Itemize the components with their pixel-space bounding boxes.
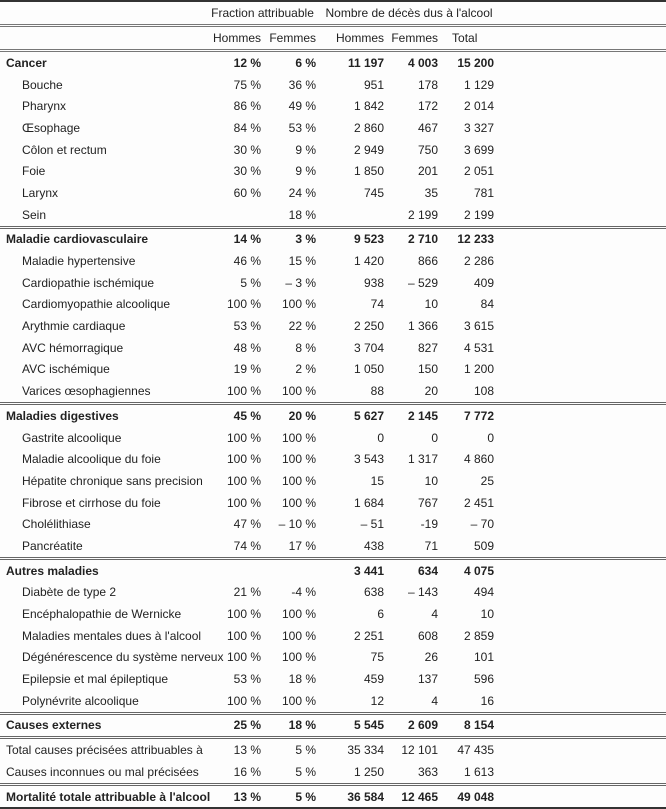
table-row [0, 160, 666, 182]
cell-deaths-total: 4 075 [442, 558, 498, 581]
cell-deaths-women: 12 465 [388, 784, 442, 808]
cell-deaths-women: 71 [424, 538, 439, 553]
cell-fraction-men: 100 % [226, 430, 261, 445]
row-label: Diabète de type 2 [22, 585, 117, 600]
cell-fraction-women: 5 % [295, 764, 317, 779]
cell-deaths-women: 634 [388, 558, 442, 581]
cell-deaths-women: – 143 [407, 585, 439, 600]
table-row [0, 250, 666, 272]
cell-blank [498, 513, 666, 535]
cell-blank [498, 74, 666, 96]
cell-deaths-men: 1 842 [353, 99, 385, 114]
row-label: Fibrose et cirrhose du foie [22, 495, 161, 510]
cell-deaths-men: 74 [370, 297, 385, 312]
cell-fraction-men: 14 % [205, 227, 265, 250]
row-label: Cholélithiase [22, 517, 91, 532]
table-row [0, 182, 666, 204]
cell-fraction-men: 100 % [226, 607, 261, 622]
cell-fraction-women: 2 % [295, 362, 317, 377]
cell-deaths-total: 596 [473, 672, 495, 687]
cell-deaths-total: 509 [473, 538, 495, 553]
row-label: Dégénérescence du système nerveux [22, 650, 224, 665]
cell-fraction-women: 100 % [281, 452, 317, 467]
cell-deaths-women: 750 [417, 142, 439, 157]
cell-fraction-men: 21 % [233, 585, 261, 600]
cell-blank [498, 625, 666, 647]
cell-fraction-women: 36 % [288, 77, 317, 92]
cell-fraction-women: – 10 % [278, 517, 317, 532]
cell-deaths-women: 4 [431, 607, 439, 622]
header-blank [498, 1, 666, 26]
cell-fraction-men: 13 % [205, 784, 265, 808]
cell-blank [498, 404, 666, 427]
cell-deaths-total: 7 772 [442, 404, 498, 427]
cell-fraction-men: 100 % [226, 650, 261, 665]
header-fraction-men: Hommes [205, 26, 265, 51]
table-row [0, 117, 666, 139]
cell-deaths-total: 49 048 [442, 784, 498, 808]
cell-fraction-women: 100 % [281, 430, 317, 445]
row-label: Arythmie cardiaque [22, 319, 126, 334]
cell-deaths-women: 467 [417, 120, 439, 135]
cell-deaths-men: 1 250 [353, 764, 385, 779]
row-label: Polynévrite alcoolique [22, 693, 139, 708]
cell-blank [498, 315, 666, 337]
cell-fraction-women: 5 % [265, 738, 320, 761]
cell-deaths-total: 2 014 [463, 99, 495, 114]
cell-deaths-women: 2 145 [388, 404, 442, 427]
cell-fraction-men: 100 % [226, 693, 261, 708]
cell-deaths-women: -19 [420, 517, 439, 532]
cell-fraction-women: 22 % [288, 319, 317, 334]
cell-deaths-men: 5 545 [320, 713, 388, 738]
cell-blank [498, 761, 666, 784]
cell-blank [498, 558, 666, 581]
cell-deaths-women: 608 [417, 628, 439, 643]
cell-deaths-women: 2 199 [407, 207, 439, 222]
cell-deaths-men: 745 [363, 185, 385, 200]
cell-deaths-total: 12 233 [442, 227, 498, 250]
cell-deaths-total: 0 [487, 430, 495, 445]
cell-fraction-women: 100 % [281, 693, 317, 708]
cell-fraction-men: 5 % [240, 275, 261, 290]
cell-fraction-women: 100 % [281, 473, 317, 488]
cell-deaths-men: 36 584 [320, 784, 388, 808]
cell-blank [498, 603, 666, 625]
header-row-columns [0, 26, 666, 51]
cell-blank [498, 535, 666, 558]
cell-deaths-women: 767 [417, 495, 439, 510]
cell-fraction-men: 46 % [233, 254, 261, 269]
cell-blank [498, 250, 666, 272]
cell-blank [498, 51, 666, 74]
cell-fraction-men: 100 % [226, 297, 261, 312]
cell-fraction-women: -4 % [291, 585, 317, 600]
cell-blank [498, 337, 666, 359]
table-row [0, 690, 666, 713]
cell-blank [498, 448, 666, 470]
cell-fraction-men: 13 % [205, 738, 265, 761]
cell-deaths-men: 938 [363, 275, 385, 290]
table-row [0, 582, 666, 604]
table-row-group [0, 227, 666, 250]
row-label: Bouche [22, 77, 63, 92]
cell-fraction-women: 5 % [265, 784, 320, 808]
cell-deaths-total: 84 [480, 297, 495, 312]
cell-deaths-women: – 529 [407, 275, 439, 290]
table-row-group [0, 713, 666, 738]
row-label: Maladie cardiovasculaire [0, 227, 205, 250]
cell-deaths-men: 3 441 [320, 558, 388, 581]
cell-fraction-women: 3 % [265, 227, 320, 250]
cell-deaths-men: 2 949 [353, 142, 385, 157]
cell-deaths-women: 4 003 [407, 55, 439, 70]
cell-deaths-total: 3 615 [463, 319, 495, 334]
header-blank [0, 1, 205, 26]
cell-deaths-men: 2 860 [353, 120, 385, 135]
cell-blank [498, 470, 666, 492]
table-row [0, 492, 666, 514]
table-row [0, 427, 666, 449]
row-label: Œsophage [22, 120, 81, 135]
cell-fraction-men: 30 % [233, 164, 261, 179]
table-body [0, 51, 666, 809]
header-blank [498, 26, 666, 51]
cell-fraction-men: 100 % [226, 628, 261, 643]
cell-fraction-women: 8 % [295, 340, 317, 355]
cell-fraction-men: 60 % [233, 185, 261, 200]
cell-deaths-men: 12 [370, 693, 385, 708]
cell-fraction-men: 86 % [233, 99, 261, 114]
cell-deaths-women: 150 [417, 362, 439, 377]
cell-deaths-men: 1 420 [353, 254, 385, 269]
cell-blank [498, 713, 666, 738]
row-label: Côlon et rectum [22, 142, 107, 157]
cell-fraction-women: – 3 % [285, 275, 317, 290]
cell-deaths-men: – 51 [360, 517, 385, 532]
cell-deaths-total: – 70 [470, 517, 495, 532]
cell-deaths-men: 3 543 [353, 452, 385, 467]
table-row [0, 359, 666, 381]
cell-deaths-total: 4 860 [463, 452, 495, 467]
table-row [0, 204, 666, 227]
cell-deaths-men: 35 334 [320, 738, 388, 761]
cell-fraction-men [205, 558, 265, 581]
cell-fraction-women: 100 % [281, 384, 317, 399]
cell-blank [498, 380, 666, 403]
cell-deaths-men: 5 627 [320, 404, 388, 427]
cell-deaths-men: 1 850 [353, 164, 385, 179]
cell-deaths-total: 2 451 [463, 495, 495, 510]
row-label: Autres maladies [0, 558, 205, 581]
cell-deaths-women: 12 101 [388, 738, 442, 761]
cell-deaths-women: 26 [424, 650, 439, 665]
cell-fraction-women: 24 % [288, 185, 317, 200]
row-label: Gastrite alcoolique [22, 430, 122, 445]
cell-fraction-men: 75 % [233, 77, 261, 92]
cell-deaths-total: 1 613 [463, 764, 495, 779]
cell-deaths-women: 35 [424, 185, 439, 200]
cell-blank [498, 582, 666, 604]
cell-deaths-men: 9 523 [320, 227, 388, 250]
header-fraction: Fraction attribuable [205, 1, 320, 26]
cell-blank [498, 668, 666, 690]
cell-fraction-men: 84 % [233, 120, 261, 135]
cell-deaths-total: 25 [480, 473, 495, 488]
cell-fraction-women [265, 558, 320, 581]
row-label: Cancer [6, 55, 47, 70]
cell-fraction-men: 47 % [233, 517, 261, 532]
cell-deaths-men: 15 [370, 473, 385, 488]
cell-fraction-men [205, 204, 265, 227]
cell-deaths-men: 0 [377, 430, 385, 445]
table-row [0, 513, 666, 535]
cell-deaths-women: 1 317 [407, 452, 439, 467]
cell-deaths-men: 3 704 [353, 340, 385, 355]
cell-fraction-men: 53 % [233, 672, 261, 687]
cell-blank [498, 95, 666, 117]
cell-fraction-women: 100 % [281, 297, 317, 312]
cell-deaths-total: 409 [473, 275, 495, 290]
row-label: AVC hémorragique [22, 340, 124, 355]
row-label: Mortalité totale attribuable à l'alcool [0, 784, 205, 808]
row-label: AVC ischémique [22, 362, 110, 377]
cell-deaths-women: 4 [431, 693, 439, 708]
cell-fraction-men: 19 % [233, 362, 261, 377]
cell-deaths-men: 438 [363, 538, 385, 553]
cell-fraction-women: 100 % [281, 607, 317, 622]
cell-deaths-women: 10 [424, 473, 439, 488]
cell-deaths-total: 101 [473, 650, 495, 665]
cell-blank [498, 139, 666, 161]
cell-deaths-men: 951 [363, 77, 385, 92]
cell-deaths-total: 15 200 [457, 55, 495, 70]
cell-deaths-men: 2 250 [353, 319, 385, 334]
cell-fraction-women: 20 % [265, 404, 320, 427]
cell-deaths-women: 178 [417, 77, 439, 92]
cell-deaths-women: 172 [417, 99, 439, 114]
header-row-groups [0, 1, 666, 26]
cell-deaths-total: 47 435 [442, 738, 498, 761]
cell-blank [498, 738, 666, 761]
cell-deaths-total: 2 199 [463, 207, 495, 222]
table-row [0, 380, 666, 403]
cell-deaths-men: 1 684 [353, 495, 385, 510]
table-row [0, 647, 666, 669]
cell-deaths-women: 20 [424, 384, 439, 399]
cell-blank [498, 492, 666, 514]
table-row-group [0, 51, 666, 74]
cell-fraction-men: 12 % [233, 55, 261, 70]
cell-fraction-men: 30 % [233, 142, 261, 157]
table-row [0, 95, 666, 117]
cell-blank [498, 427, 666, 449]
row-label: Causes inconnues ou mal précisées [6, 764, 199, 779]
row-label: Causes externes [0, 713, 205, 738]
header-fraction-women: Femmes [265, 26, 320, 51]
row-label: Foie [22, 164, 46, 179]
cell-fraction-women: 18 % [288, 207, 317, 222]
cell-deaths-men: 6 [377, 607, 385, 622]
row-label: Epilepsie et mal épileptique [22, 672, 169, 687]
cell-deaths-women: 0 [431, 430, 439, 445]
cell-fraction-women: 49 % [288, 99, 317, 114]
header-deaths: Nombre de décès dus à l'alcool [320, 1, 498, 26]
cell-deaths-total: 3 327 [463, 120, 495, 135]
table-row [0, 448, 666, 470]
cell-blank [498, 117, 666, 139]
cell-deaths-total: 16 [480, 693, 495, 708]
cell-deaths-total: 108 [473, 384, 495, 399]
row-label: Encéphalopathie de Wernicke [22, 607, 182, 622]
cell-deaths-total: 8 154 [442, 713, 498, 738]
row-label: Maladie alcoolique du foie [22, 452, 161, 467]
cell-deaths-total: 781 [473, 185, 495, 200]
cell-deaths-women: 866 [417, 254, 439, 269]
table-row [0, 272, 666, 294]
row-label: Pancréatite [22, 538, 83, 553]
cell-fraction-men: 100 % [226, 495, 261, 510]
cell-deaths-men [320, 204, 388, 227]
cell-deaths-men: 1 050 [353, 362, 385, 377]
table-row [0, 668, 666, 690]
cell-fraction-women: 9 % [295, 164, 317, 179]
cell-deaths-total: 2 859 [463, 628, 495, 643]
row-label: Maladies mentales dues à l'alcool [22, 628, 202, 643]
cell-deaths-men: 75 [370, 650, 385, 665]
cell-fraction-men: 45 % [205, 404, 265, 427]
row-label: Cardiomyopathie alcoolique [22, 297, 171, 312]
table-row-total2 [0, 761, 666, 784]
cell-deaths-total: 4 531 [463, 340, 495, 355]
cell-deaths-women: 363 [417, 764, 439, 779]
table-row-total [0, 738, 666, 761]
row-label: Total causes précisées attribuables à [0, 738, 205, 761]
row-label: Pharynx [22, 99, 67, 114]
cell-blank [498, 690, 666, 713]
cell-blank [498, 182, 666, 204]
cell-deaths-women: 827 [417, 340, 439, 355]
cell-blank [498, 359, 666, 381]
table-row [0, 470, 666, 492]
table-row [0, 294, 666, 316]
row-label: Larynx [22, 185, 59, 200]
header-deaths-men: Hommes [320, 26, 388, 51]
cell-fraction-men: 16 % [233, 764, 261, 779]
cell-fraction-women: 18 % [288, 672, 317, 687]
row-label: Sein [22, 207, 47, 222]
row-label: Maladies digestives [0, 404, 205, 427]
table-row [0, 139, 666, 161]
table-row-group [0, 558, 666, 581]
cell-deaths-total: 1 200 [463, 362, 495, 377]
row-label: Hépatite chronique sans precision [22, 473, 203, 488]
table-row [0, 74, 666, 96]
cell-fraction-women: 15 % [288, 254, 317, 269]
cell-fraction-women: 53 % [288, 120, 317, 135]
header-deaths-total: Total [442, 26, 498, 51]
row-label: Maladie hypertensive [22, 254, 136, 269]
cell-deaths-total: 494 [473, 585, 495, 600]
cell-fraction-women: 18 % [265, 713, 320, 738]
cell-deaths-women: 10 [424, 297, 439, 312]
cell-deaths-women: 2 710 [388, 227, 442, 250]
cell-deaths-men: 88 [370, 384, 385, 399]
cell-deaths-men: 2 251 [353, 628, 385, 643]
cell-fraction-men: 25 % [205, 713, 265, 738]
cell-deaths-total: 2 051 [463, 164, 495, 179]
cell-deaths-men: 11 197 [347, 55, 385, 70]
cell-deaths-women: 137 [417, 672, 439, 687]
cell-deaths-total: 10 [480, 607, 495, 622]
table-row [0, 535, 666, 558]
cell-fraction-women: 100 % [281, 628, 317, 643]
cell-fraction-women: 100 % [281, 495, 317, 510]
cell-fraction-men: 53 % [233, 319, 261, 334]
cell-fraction-men: 74 % [233, 538, 261, 553]
cell-blank [498, 647, 666, 669]
cell-blank [498, 204, 666, 227]
cell-deaths-men: 459 [363, 672, 385, 687]
cell-fraction-men: 100 % [226, 452, 261, 467]
cell-fraction-women: 6 % [295, 55, 317, 70]
cell-fraction-women: 17 % [288, 538, 317, 553]
table-row [0, 337, 666, 359]
cell-blank [498, 227, 666, 250]
cell-deaths-women: 2 609 [388, 713, 442, 738]
cell-blank [498, 294, 666, 316]
cell-deaths-women: 201 [417, 164, 439, 179]
cell-fraction-women: 9 % [295, 142, 317, 157]
row-label: Cardiopathie ischémique [22, 275, 155, 290]
row-label: Varices œsophagiennes [22, 384, 151, 399]
cell-fraction-men: 100 % [226, 473, 261, 488]
header-blank [0, 26, 205, 51]
cell-fraction-men: 48 % [233, 340, 261, 355]
cell-deaths-total: 2 286 [463, 254, 495, 269]
cell-deaths-women: 1 366 [407, 319, 439, 334]
header-deaths-women: Femmes [388, 26, 442, 51]
cell-deaths-total: 3 699 [463, 142, 495, 157]
cell-fraction-women: 100 % [281, 650, 317, 665]
cell-blank [498, 160, 666, 182]
table-row-group [0, 404, 666, 427]
table-row [0, 625, 666, 647]
cell-deaths-total: 1 129 [463, 77, 495, 92]
table-row [0, 315, 666, 337]
cell-fraction-men: 100 % [226, 384, 261, 399]
cell-deaths-men: 638 [363, 585, 385, 600]
cell-blank [498, 272, 666, 294]
table-row [0, 603, 666, 625]
